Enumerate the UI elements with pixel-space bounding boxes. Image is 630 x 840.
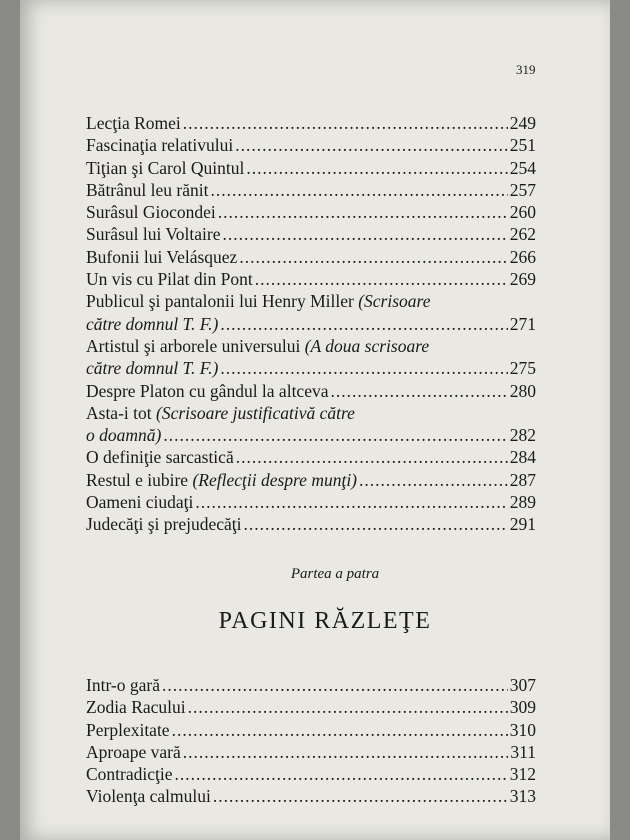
toc-section-b: [86, 674, 536, 808]
dot-leader: [213, 785, 508, 807]
dot-leader: [183, 112, 508, 134]
toc-entry: Judecăţi şi prejudecăţi ..... 291: [86, 513, 536, 535]
dot-leader: [244, 513, 508, 535]
toc-section-a: [86, 112, 536, 536]
toc-entry-line: Asta-i tot (Scrisoare justificativă către: [86, 402, 355, 423]
toc-entry: Bufonii lui Velásquez ..... 266: [86, 246, 536, 268]
toc-entry: Tiţian şi Carol Quintul ..... 254: [86, 157, 536, 179]
toc-entry-line: Artistul şi arborele universului (A doua scrisoare: [86, 335, 430, 356]
dot-leader: [235, 134, 508, 156]
part-title: PAGINI RĂZLEŢE: [218, 608, 432, 634]
toc-entry: O definiţie sarcastică ..... 284: [86, 446, 536, 468]
toc-entry: Contradicţie ..... 312: [86, 763, 536, 785]
dot-leader: [163, 424, 507, 446]
toc-entry: Un vis cu Pilat din Pont ..... 269: [86, 268, 536, 290]
dot-leader: [223, 223, 508, 245]
dot-leader: [172, 719, 508, 741]
dot-leader: [218, 201, 508, 223]
dot-leader: [175, 763, 508, 785]
dot-leader: [195, 491, 507, 513]
toc-entry: Fascinaţia relativului ..... 251: [86, 134, 536, 156]
dot-leader: [188, 696, 508, 718]
toc-entry: Restul e iubire (Reflecţii despre munţi) ..... 287: [86, 469, 536, 491]
toc-entry: Perplexitate ..... 310: [86, 719, 536, 741]
toc-entry: Lecţia Romei ..... 249: [86, 112, 536, 134]
toc-entry: Oameni ciudaţi ..... 289: [86, 491, 536, 513]
toc-entry: Violenţa calmului ..... 313: [86, 785, 536, 807]
toc-entry: Intr-o gară ..... 307: [86, 674, 536, 696]
toc-entry: Despre Platon cu gândul la altceva ..... 280: [86, 380, 536, 402]
dot-leader: [239, 246, 507, 268]
toc-entry: Bătrânul leu rănit ..... 257: [86, 179, 536, 201]
dot-leader: [183, 741, 509, 763]
dot-leader: [330, 380, 507, 402]
dot-leader: [162, 674, 508, 696]
book-page: [20, 0, 610, 840]
dot-leader: [220, 357, 507, 379]
dot-leader: [359, 469, 508, 491]
dot-leader: [255, 268, 508, 290]
toc-entry: Surâsul Giocondei ..... 260: [86, 201, 536, 223]
page-number: 319: [516, 62, 536, 77]
toc-entry-line: Publicul şi pantalonii lui Henry Miller (Scrisoare: [86, 291, 431, 312]
dot-leader: [220, 313, 507, 335]
dot-leader: [246, 157, 507, 179]
toc-entry: Zodia Racului ..... 309: [86, 696, 536, 718]
dot-leader: [236, 446, 508, 468]
toc-entry: Surâsul lui Voltaire ..... 262: [86, 223, 536, 245]
part-label: Partea a patra: [290, 566, 380, 582]
toc-entry: către domnul T. F.) ..... 275: [86, 357, 536, 379]
dot-leader: [210, 179, 507, 201]
toc-entry: o doamnă) ..... 282: [86, 424, 536, 446]
toc-entry: Aproape vară ..... 311: [86, 741, 536, 763]
toc-entry: către domnul T. F.) ..... 271: [86, 313, 536, 335]
